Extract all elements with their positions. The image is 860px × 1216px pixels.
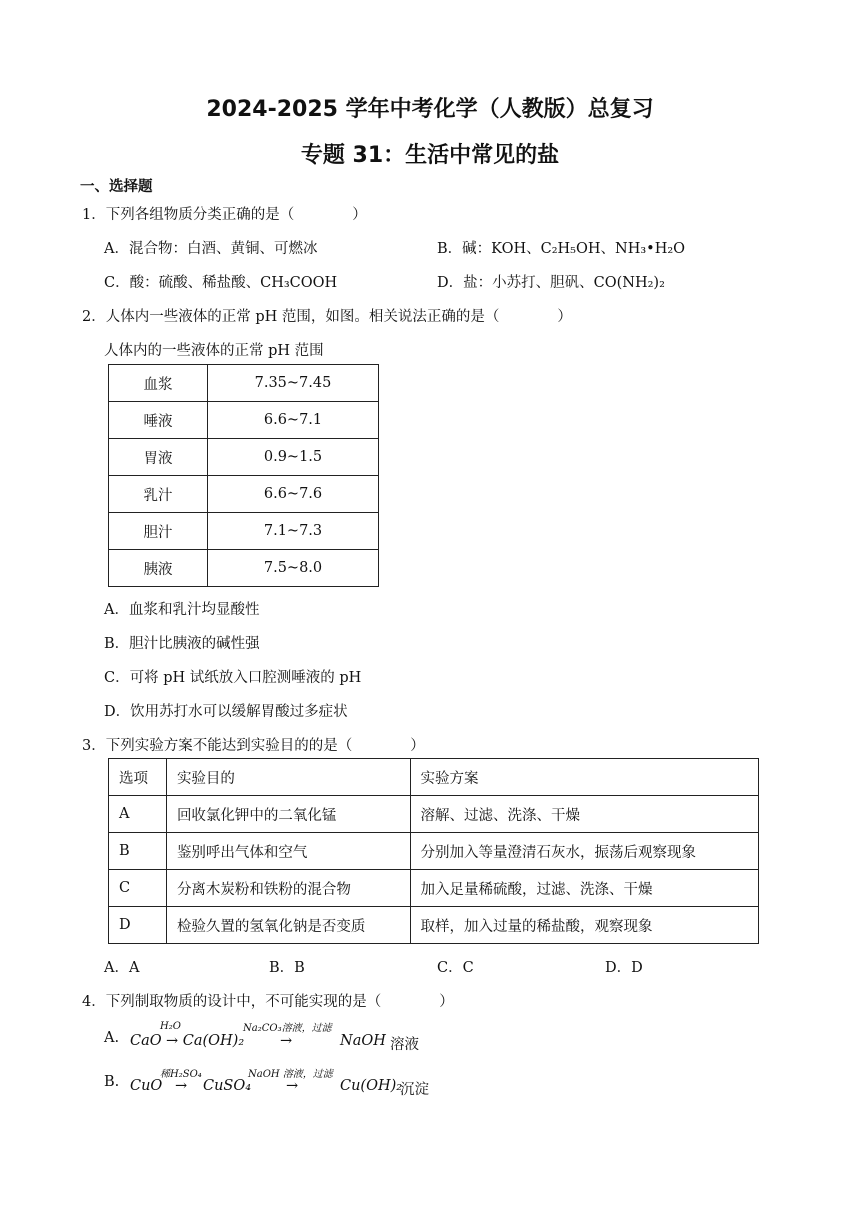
question-1-option-d: D．盐：小苏打、胆矾、CO(NH₂)₂ — [437, 275, 665, 291]
question-1-option-c: C．酸：硫酸、稀盐酸、CH₃COOH — [104, 275, 338, 291]
text-solution: 溶液 — [390, 1037, 419, 1053]
ph-range-cell: 6.6~7.1 — [208, 402, 379, 439]
ph-table-caption: 人体内的一些液体的正常 pH 范围 — [104, 343, 324, 359]
header-purpose: 实验目的 — [166, 759, 410, 796]
formula-cuo: CuO — [130, 1078, 163, 1094]
text-precipitate: 沉淀 — [400, 1082, 429, 1098]
fluid-name-cell: 胃液 — [109, 439, 208, 476]
purpose-cell: 回收氯化钾中的二氧化锰 — [166, 796, 410, 833]
purpose-cell: 检验久置的氢氧化钠是否变质 — [166, 907, 410, 944]
option-cell: B — [109, 833, 167, 870]
table-row — [109, 796, 759, 833]
question-1-stem: 1．下列各组物质分类正确的是（ ） — [82, 207, 367, 223]
fluid-name-cell: 乳汁 — [109, 476, 208, 513]
condition-water: H₂O — [160, 1021, 181, 1032]
section-heading: 一、选择题 — [80, 179, 153, 195]
question-3-option-b: B．B — [269, 960, 305, 976]
question-2-option-d: D．饮用苏打水可以缓解胃酸过多症状 — [104, 704, 348, 720]
table-header-row — [109, 759, 759, 796]
document-title: 2024-2025 学年中考化学（人教版）总复习 — [206, 97, 654, 122]
condition-naoh: NaOH 溶液，过滤 — [248, 1069, 333, 1080]
table-row — [109, 550, 379, 587]
table-row — [109, 365, 379, 402]
ph-range-cell: 7.1~7.3 — [208, 513, 379, 550]
table-row — [109, 513, 379, 550]
purpose-cell: 鉴别呼出气体和空气 — [166, 833, 410, 870]
arrow-b2: → — [286, 1078, 299, 1094]
option-b-label: B. — [104, 1074, 120, 1090]
condition-na2co3: Na₂CO₃溶液，过滤 — [243, 1023, 332, 1034]
condition-h2so4: 稀H₂SO₄ — [160, 1069, 202, 1080]
plan-cell: 取样，加入过量的稀盐酸，观察现象 — [410, 907, 758, 944]
formula-naoh: NaOH — [340, 1033, 386, 1049]
table-row — [109, 833, 759, 870]
purpose-cell: 分离木炭粉和铁粉的混合物 — [166, 870, 410, 907]
formula-caoh2: → Ca(OH)₂ — [166, 1033, 245, 1049]
question-1-option-a: A．混合物：白酒、黄铜、可燃冰 — [104, 241, 318, 257]
table-row — [109, 402, 379, 439]
experiment-table — [108, 758, 759, 944]
header-option: 选项 — [109, 759, 167, 796]
question-2-stem: 2．人体内一些液体的正常 pH 范围，如图。相关说法正确的是（ ） — [82, 309, 572, 325]
table-row — [109, 476, 379, 513]
fluid-name-cell: 胆汁 — [109, 513, 208, 550]
document-subtitle: 专题 31：生活中常见的盐 — [300, 143, 560, 168]
option-cell: D — [109, 907, 167, 944]
header-plan: 实验方案 — [410, 759, 758, 796]
question-3-option-c: C．C — [437, 960, 474, 976]
question-1-option-b: B．碱：KOH、C₂H₅OH、NH₃•H₂O — [437, 241, 686, 257]
table-row — [109, 907, 759, 944]
plan-cell: 溶解、过滤、洗涤、干燥 — [410, 796, 758, 833]
question-4-stem: 4．下列制取物质的设计中，不可能实现的是（ ） — [82, 994, 454, 1010]
plan-cell: 分别加入等量澄清石灰水，振荡后观察现象 — [410, 833, 758, 870]
question-2-option-b: B．胆汁比胰液的碱性强 — [104, 636, 260, 652]
question-2-option-a: A．血浆和乳汁均显酸性 — [104, 602, 260, 618]
plan-cell: 加入足量稀硫酸，过滤、洗涤、干燥 — [410, 870, 758, 907]
option-a-label: A. — [104, 1030, 120, 1046]
ph-range-cell: 0.9~1.5 — [208, 439, 379, 476]
ph-range-cell: 6.6~7.6 — [208, 476, 379, 513]
arrow-b1: → — [175, 1078, 188, 1094]
formula-cuoh2: Cu(OH)₂ — [340, 1078, 403, 1094]
formula-cuso4: CuSO₄ — [203, 1078, 252, 1094]
ph-range-cell: 7.35~7.45 — [208, 365, 379, 402]
fluid-name-cell: 胰液 — [109, 550, 208, 587]
question-3-stem: 3．下列实验方案不能达到实验目的的是（ ） — [82, 738, 425, 754]
ph-range-table — [108, 364, 379, 587]
question-3-option-a: A．A — [104, 960, 140, 976]
fluid-name-cell: 唾液 — [109, 402, 208, 439]
table-row — [109, 439, 379, 476]
question-2-option-c: C．可将 pH 试纸放入口腔测唾液的 pH — [104, 670, 362, 686]
option-cell: C — [109, 870, 167, 907]
fluid-name-cell: 血浆 — [109, 365, 208, 402]
question-3-option-d: D．D — [605, 960, 643, 976]
table-row — [109, 870, 759, 907]
option-cell: A — [109, 796, 167, 833]
ph-range-cell: 7.5~8.0 — [208, 550, 379, 587]
formula-cao: CaO — [130, 1033, 162, 1049]
arrow-a2: → — [280, 1033, 293, 1049]
